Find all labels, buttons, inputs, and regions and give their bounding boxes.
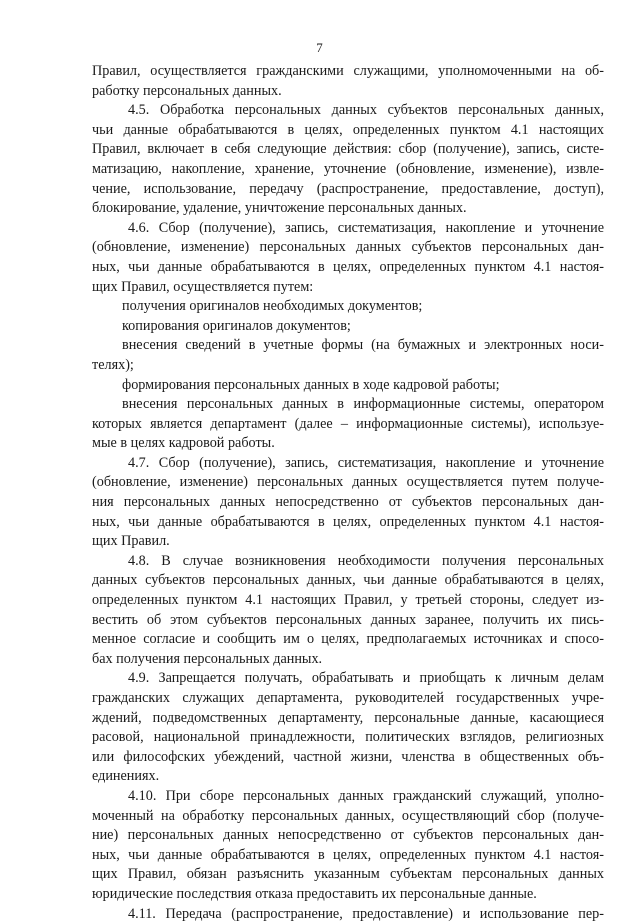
- text-line: (обновление, изменение) персональных данных субъектов персональных дан-: [92, 239, 604, 256]
- text-line: расовой, национальной принадлежности, политических взглядов, религиозных: [92, 729, 604, 746]
- text-line: ных, чьи данные обрабатываются в целях, определенных пунктом 4.1 настоя-: [92, 846, 604, 863]
- text-line: 4.7. Сбор (получение), запись, систематизация, накопление и уточнение: [128, 454, 604, 471]
- text-line: щих Правил, осуществляется путем:: [92, 278, 314, 295]
- text-line: юридические последствия отказа предоставить их персональные данные.: [92, 885, 537, 902]
- text-line: моченный на обработку персональных данных, осуществляющий сбор (получе-: [92, 807, 604, 824]
- text-line: блокирование, удаление, уничтожение персональных данных.: [92, 200, 467, 217]
- text-line: 4.11. Передача (распространение, предоставление) и использование пер-: [128, 905, 604, 922]
- text-line: ных, чьи данные обрабатываются в целях, определенных пунктом 4.1 настоя-: [92, 513, 604, 530]
- text-line: 4.5. Обработка персональных данных субъектов персональных данных,: [128, 102, 604, 119]
- text-line: ных, чьи данные обрабатываются в целях, определенных пунктом 4.1 настоя-: [92, 258, 604, 275]
- text-line: внесения персональных данных в информационные системы, оператором: [122, 396, 604, 413]
- text-line: или философских убеждений, частной жизни, членства в общественных объ-: [92, 748, 604, 765]
- text-line: копирования оригиналов документов;: [122, 317, 351, 334]
- text-line: 4.9. Запрещается получать, обрабатывать и приобщать к личным делам: [128, 670, 604, 687]
- text-line: 4.10. При сборе персональных данных гражданский служащий, уполно-: [128, 787, 604, 804]
- text-line: внесения сведений в учетные формы (на бумажных и электронных носи-: [122, 337, 604, 354]
- text-line: (обновление, изменение) персональных данных осуществляется путем получе-: [92, 474, 604, 491]
- text-line: мые в целях кадровой работы.: [92, 435, 275, 452]
- text-line: ния персональных данных непосредственно от субъектов персональных дан-: [92, 494, 604, 511]
- text-line: 4.6. Сбор (получение), запись, систематизация, накопление и уточнение: [128, 219, 604, 236]
- page-number: 7: [316, 40, 323, 55]
- text-line: данных субъектов персональных данных, чьи данные обрабатываются в целях,: [92, 572, 604, 589]
- text-line: телях);: [92, 356, 134, 373]
- text-line: 4.8. В случае возникновения необходимости получения персональных: [128, 552, 604, 569]
- text-line: формирования персональных данных в ходе кадровой работы;: [122, 376, 500, 393]
- text-line: единениях.: [92, 768, 160, 785]
- document-body: [92, 62, 604, 924]
- text-line: ждений, подведомственных департаменту, персональные данные, касающиеся: [92, 709, 604, 726]
- text-line: матизацию, накопление, хранение, уточнение (обновление, изменение), извле-: [92, 160, 604, 177]
- text-line: работку персональных данных.: [92, 82, 282, 99]
- text-line: получения оригиналов необходимых документов;: [122, 298, 423, 315]
- text-line: Правил, включает в себя следующие действия: сбор (получение), запись, систе-: [92, 141, 604, 158]
- text-line: бах получения персональных данных.: [92, 650, 323, 667]
- text-line: гражданских служащих департамента, руководителей государственных учре-: [92, 690, 604, 706]
- text-line: щих Правил, обязан разъяснить указанным субъектам персональных данных: [92, 866, 604, 883]
- text-line: щих Правил.: [92, 533, 170, 550]
- text-line: менное согласие и сообщить им о целях, предполагаемых источниках и спосо-: [92, 631, 604, 648]
- text-line: чение, использование, передачу (распространение, предоставление, доступ),: [92, 180, 604, 197]
- text-line: определенных пунктом 4.1 настоящих Правил, у третьей стороны, следует из-: [92, 592, 604, 609]
- text-line: чьи данные обрабатываются в целях, определенных пунктом 4.1 настоящих: [92, 121, 604, 138]
- text-line: ние) персональных данных непосредственно от субъектов персональных дан-: [92, 827, 604, 844]
- text-line: вестить об этом субъектов персональных данных заранее, получить их пись-: [92, 611, 604, 628]
- text-line: которых является департамент (далее – информационные системы), используе-: [92, 415, 604, 432]
- text-line: Правил, осуществляется гражданскими служащими, уполномоченными на об-: [92, 63, 604, 79]
